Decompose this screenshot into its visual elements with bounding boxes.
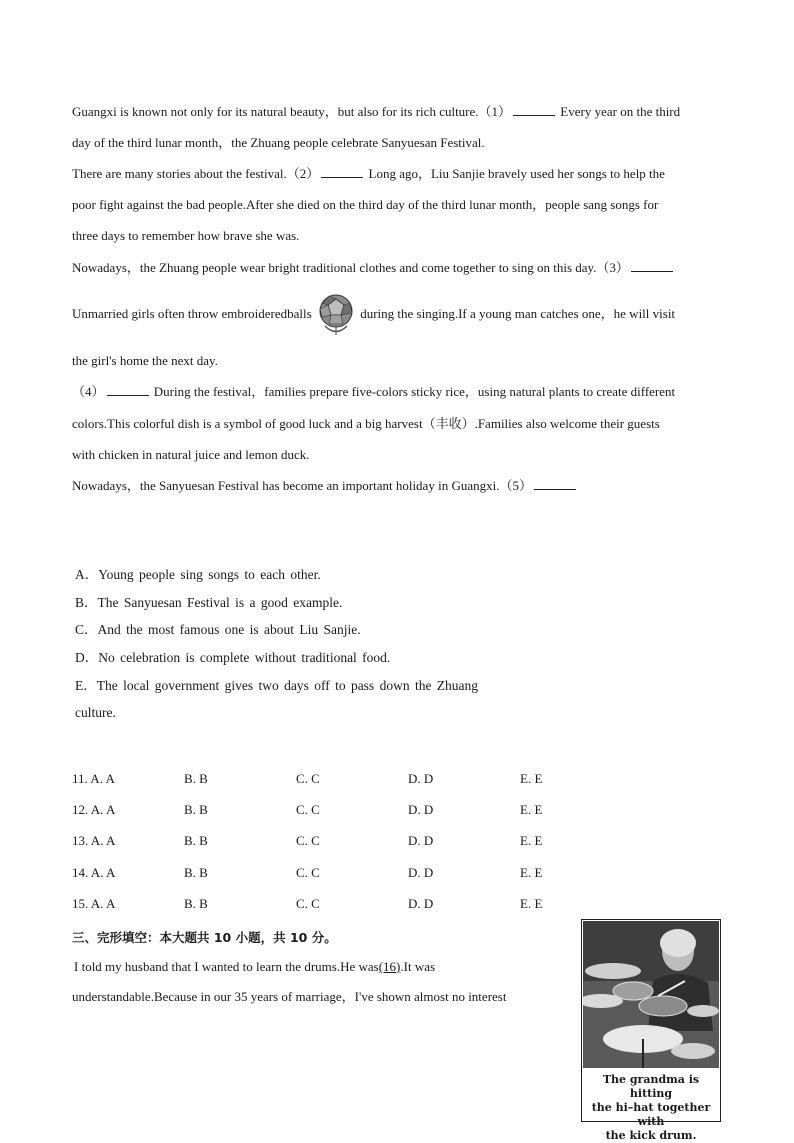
choice-e[interactable]: E. E [520,833,543,848]
choice-d[interactable]: D. D [408,802,434,817]
option-a: A．Young people sing songs to each other. [75,567,321,582]
choice-b[interactable]: B. B [184,865,208,880]
choice-d[interactable]: D. D [408,896,434,911]
choice-c[interactable]: C. C [296,896,320,911]
answer-row-13 [72,833,592,849]
answer-row-14 [72,865,592,881]
choice-d[interactable]: D. D [408,833,434,848]
passage-line-3: There are many stories about the festival.（2） Long ago，Liu Sanjie bravely used her songs to help the [72,166,665,181]
choice-c[interactable]: C. C [296,771,320,786]
cloze-line-2: understandable.Because in our 35 years of marriage，I've shown almost no interest [72,989,507,1004]
passage-line-1: Guangxi is known not only for its natural beauty，but also for its rich culture.（1） Every year on the third [72,104,681,119]
choice-d[interactable]: D. D [408,865,434,880]
cloze-blank-16[interactable]: (16) [378,959,401,974]
blank-5 [534,479,576,490]
blank-1 [513,105,555,116]
photo-caption: The grandma is hitting the hi–hat together with the kick drum. [591,1073,711,1142]
passage-line-11: with chicken in natural juice and lemon duck. [72,447,310,462]
choice-c[interactable]: C. C [296,865,320,880]
choice-e[interactable]: E. E [520,865,543,880]
choice-b[interactable]: B. B [184,896,208,911]
blank-3 [631,261,673,272]
passage-line-4: poor fight against the bad people.After she died on the third day of the third lunar month，people sang songs for [72,197,659,212]
option-e-continued: culture. [75,705,116,720]
option-c: C．And the most famous one is about Liu Sanjie. [75,622,361,637]
cloze-line-1: I told my husband that I wanted to learn the drums.He was(16).It was [74,959,436,974]
passage-line-10: colors.This colorful dish is a symbol of good luck and a big harvest（丰收）.Families also welcome their guests [72,416,660,431]
passage-line-2: day of the third lunar month，the Zhuang people celebrate Sanyuesan Festival. [72,135,485,150]
answer-row-15 [72,896,592,912]
answer-row-12 [72,802,592,818]
choice-d[interactable]: D. D [408,771,434,786]
choice-c[interactable]: C. C [296,833,320,848]
blank-2 [321,167,363,178]
answer-row-11 [72,771,592,787]
question-number[interactable]: 14. A. A [72,865,116,880]
choice-b[interactable]: B. B [184,802,208,817]
choice-b[interactable]: B. B [184,771,208,786]
passage-line-9: （4） During the festival，families prepare five-colors sticky rice，using natural plants to create different [72,384,676,399]
drummer-photo [581,919,721,1142]
passage-line-8: the girl's home the next day. [72,353,218,368]
choice-c[interactable]: C. C [296,802,320,817]
option-e: E．The local government gives two days off to pass down the Zhuang [75,678,479,693]
passage-line-6: Nowadays，the Zhuang people wear bright traditional clothes and come together to sing on this day.（3） [72,260,675,276]
option-b: B．The Sanyuesan Festival is a good example. [75,595,343,610]
question-number[interactable]: 13. A. A [72,833,116,848]
passage-line-7: Unmarried girls often throw embroideredballs during the singing.If a young man catches one，he will visit [72,292,675,337]
blank-4 [107,385,149,396]
choice-e[interactable]: E. E [520,802,543,817]
option-d: D．No celebration is complete without traditional food. [75,650,391,665]
passage-line-5: three days to remember how brave she was. [72,228,300,243]
question-number[interactable]: 15. A. A [72,896,116,911]
section-heading: 三、完形填空：本大题共 10 小题，共 10 分。 [72,930,337,945]
drum-kit-image [583,921,719,1068]
choice-e[interactable]: E. E [520,896,543,911]
question-number[interactable]: 12. A. A [72,802,116,817]
embroidered-ball-image [317,293,355,337]
passage-line-12: Nowadays，the Sanyuesan Festival has become an important holiday in Guangxi.（5） [72,478,578,494]
question-number[interactable]: 11. A. A [72,771,115,786]
choice-e[interactable]: E. E [520,771,543,786]
choice-b[interactable]: B. B [184,833,208,848]
